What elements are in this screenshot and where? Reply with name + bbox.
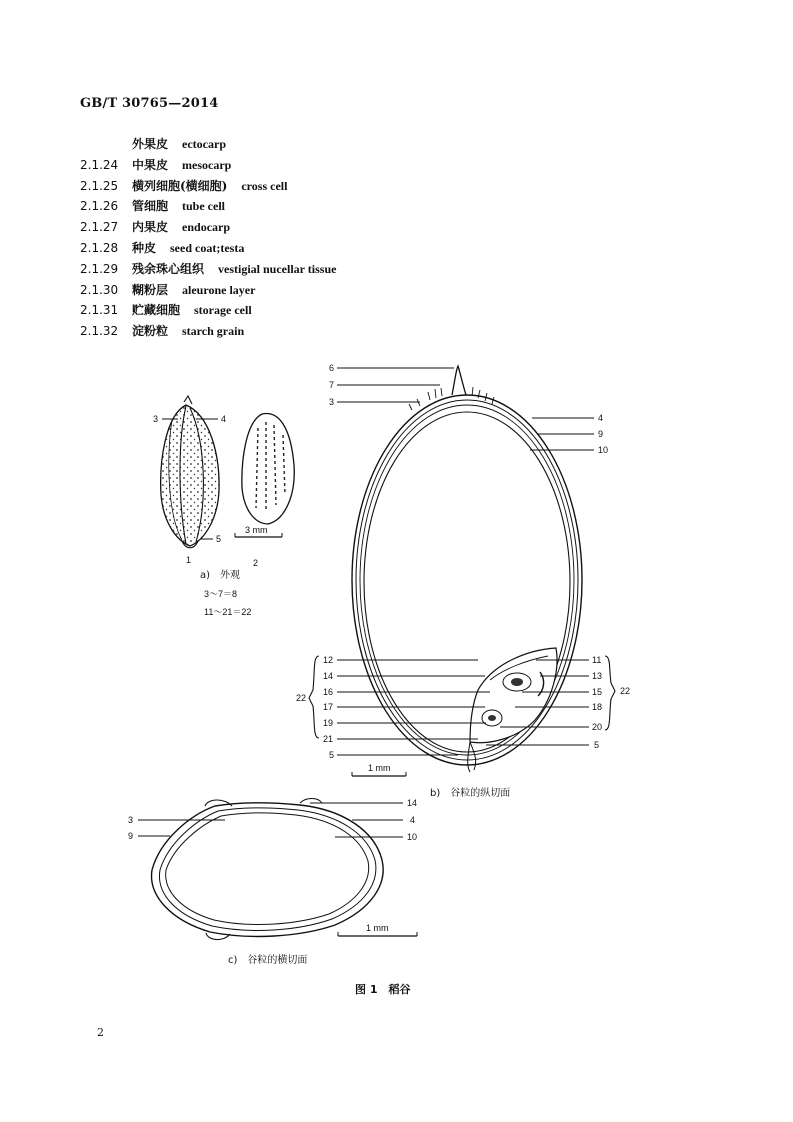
term-number: 2.1.28: [80, 240, 119, 255]
label-b-5-left: 5: [329, 750, 335, 760]
left-leader-lines: [337, 368, 490, 755]
label-c-9: 9: [128, 831, 134, 841]
label-b-16: 16: [323, 687, 334, 697]
label-b-12: 12: [323, 655, 334, 665]
label-b-6: 6: [329, 363, 335, 373]
label-b-22-right: 22: [620, 686, 631, 696]
term-english: seed coat;testa: [170, 240, 245, 255]
label-b-10: 10: [598, 445, 609, 455]
label-b-22-left: 22: [296, 693, 307, 703]
term-chinese: 糊粉层: [132, 282, 169, 297]
term-english: storage cell: [194, 303, 252, 318]
term-english: cross cell: [241, 178, 288, 193]
term-chinese: 淀粉粒: [132, 324, 169, 339]
label-b-20: 20: [592, 722, 603, 732]
brace-right: [605, 656, 615, 730]
term-chinese: 外果皮: [132, 137, 169, 151]
label-b-17: 17: [323, 702, 334, 712]
term-english: endocarp: [182, 220, 231, 235]
grain-id-1: 1: [186, 555, 192, 565]
label-b-4: 4: [598, 413, 604, 423]
label-b-11: 11: [592, 655, 602, 665]
figure-title: 图 1 稻谷: [355, 983, 411, 996]
term-english: vestigial nucellar tissue: [218, 261, 337, 276]
note-11-21: 11～21＝22: [204, 607, 252, 617]
label-c-14: 14: [407, 798, 418, 808]
brace-left: [309, 656, 319, 738]
term-english: tube cell: [182, 199, 226, 214]
label-c-10: 10: [407, 832, 418, 842]
term-chinese: 内果皮: [132, 220, 169, 235]
term-number: 2.1.25: [80, 178, 119, 193]
grain-dehulled-illustration: [242, 413, 294, 524]
label-b-18: 18: [592, 702, 603, 712]
term-english: starch grain: [182, 324, 245, 339]
term-english: ectocarp: [182, 137, 226, 151]
term-english: aleurone layer: [182, 282, 256, 297]
caption-c: c) 谷粒的横切面: [228, 955, 308, 966]
term-number: 2.1.30: [80, 282, 119, 297]
standard-id: GB/T 30765—2014: [80, 96, 219, 111]
label-b-19: 19: [323, 718, 334, 728]
label-b-21: 21: [323, 734, 334, 744]
caption-b: b) 谷粒的纵切面: [430, 788, 511, 799]
term-chinese: 管细胞: [132, 199, 169, 214]
scale-label-b: 1 mm: [368, 763, 391, 773]
term-number: 2.1.24: [80, 157, 119, 172]
term-english: mesocarp: [182, 157, 232, 172]
term-number: 2.1.31: [80, 303, 119, 318]
panel-b-longitudinal-section: [296, 363, 630, 799]
scale-label-c: 1 mm: [366, 923, 389, 933]
label-b-9: 9: [598, 429, 604, 439]
label-c-3: 3: [128, 815, 134, 825]
label-b-5-right: 5: [594, 740, 600, 750]
caption-a: a) 外观: [200, 570, 241, 581]
scale-label-a: 3 mm: [245, 525, 268, 535]
term-chinese: 中果皮: [132, 157, 169, 172]
term-chinese: 残余珠心组织: [132, 261, 205, 276]
label-b-14: 14: [323, 671, 334, 681]
label-4: 4: [221, 414, 227, 424]
term-number: 2.1.27: [80, 220, 119, 235]
page-number: 2: [97, 1026, 104, 1039]
term-chinese: 横列细胞(横细胞): [132, 178, 228, 193]
note-3-7: 3～7＝8: [204, 589, 238, 599]
term-number: 2.1.26: [80, 199, 119, 214]
panel-a-appearance: [153, 396, 294, 617]
term-number: 2.1.29: [80, 261, 119, 276]
term-number: 2.1.32: [80, 324, 119, 339]
panel-c-cross-section: [128, 798, 417, 966]
label-b-13: 13: [592, 671, 603, 681]
label-b-15: 15: [592, 687, 603, 697]
label-b-7: 7: [329, 380, 335, 390]
label-c-4: 4: [410, 815, 416, 825]
label-3: 3: [153, 414, 159, 424]
term-chinese: 种皮: [132, 240, 157, 255]
term-chinese: 贮藏细胞: [132, 303, 181, 318]
grain-id-2: 2: [253, 558, 259, 568]
longitudinal-section-illustration: [352, 366, 582, 772]
label-b-3: 3: [329, 397, 335, 407]
label-5: 5: [216, 534, 222, 544]
